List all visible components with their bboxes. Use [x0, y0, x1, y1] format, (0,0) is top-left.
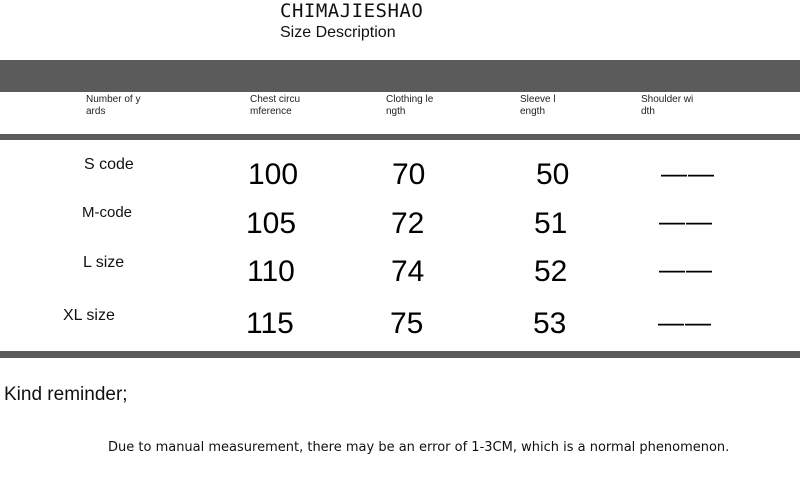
cell-length: 74: [391, 255, 425, 288]
header-shoulder-width: Shoulder width: [641, 94, 694, 117]
cell-chest: 100: [248, 158, 299, 191]
cell-chest: 105: [246, 207, 297, 240]
cell-shoulder: ——: [661, 158, 715, 188]
page-subtitle: Size Description: [280, 24, 396, 41]
cell-sleeve: 53: [533, 307, 567, 340]
row-size-label: S code: [84, 156, 134, 173]
cell-chest: 115: [246, 307, 294, 340]
page-title: CHIMAJIESHAO: [280, 0, 424, 22]
cell-shoulder: ——: [659, 254, 713, 284]
row-size-label: M-code: [82, 204, 133, 221]
row-size-label: L size: [83, 254, 125, 271]
cell-shoulder: ——: [659, 206, 713, 236]
table-bottom-divider: [0, 351, 800, 358]
reminder-label: Kind reminder;: [4, 384, 128, 405]
header-sleeve-length: Sleeve length: [520, 94, 556, 117]
cell-chest: 110: [247, 255, 295, 288]
cell-length: 75: [390, 307, 424, 340]
header-number-of-yards: Number of yards: [86, 94, 141, 117]
cell-length: 72: [391, 207, 425, 240]
header-band: [0, 60, 800, 92]
measurement-note: Due to manual measurement, there may be an error of 1-3CM, which is a normal phenomenon.: [108, 440, 730, 455]
cell-shoulder: ——: [658, 307, 712, 337]
cell-sleeve: 50: [536, 158, 570, 191]
cell-length: 70: [392, 158, 426, 191]
header-divider: [0, 134, 800, 140]
cell-sleeve: 51: [534, 207, 568, 240]
cell-sleeve: 52: [534, 255, 568, 288]
header-chest-circumference: Chest circumference: [250, 94, 301, 117]
header-clothing-length: Clothing length: [386, 94, 434, 117]
row-size-label: XL size: [63, 307, 115, 324]
